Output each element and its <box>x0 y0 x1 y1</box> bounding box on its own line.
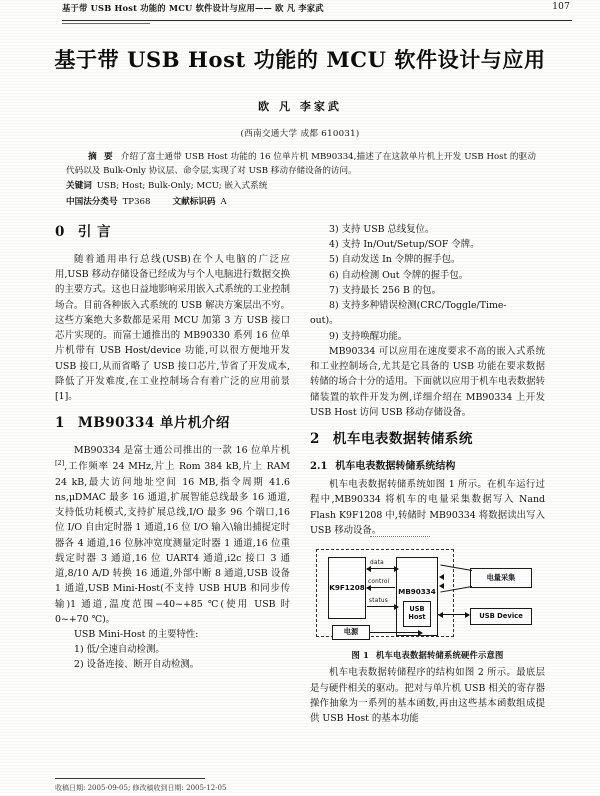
sec1-paragraph-1 <box>55 443 290 627</box>
diagram-box-usb-device: USB Device <box>470 608 532 625</box>
doc-code-value: A <box>220 196 227 207</box>
diagram-box-acquisition: 电量采集 <box>470 568 532 588</box>
classification-line <box>66 195 536 209</box>
abstract-label: 摘 要 <box>88 152 115 162</box>
diagram-arrow-data <box>367 568 395 569</box>
article-title: 基于带 USB Host 功能的 MCU 软件设计与应用 <box>54 47 546 72</box>
section-number: 0 <box>55 224 65 240</box>
sec1-p1-post: ,工作频率 24 MHz,片上 Rom 384 kB,片上 RAM 24 kB,最大访问地址空间 16 MB,指令周期 41.6 ns,μDMAC 最多 16 通道,扩展智能总线最多 16 通道,支持低功耗模式,支持扩展总线,I/O 最多 96 个端口,16 位 I/O 自由定时器 1 通道,16 位 I/O 输入\输出捕捉定时器各 4 通道,16 位脉冲宽度测量定时器 1 通道,16 位重载定时器 3 通道,16 位 UART4 通道,i2c 接口 3 通道,8/10 A/D 转换 16 通道,外部中断 8 通道,USB 设备 1 通道,USB Mini-Host(不支持 USB HUB 和同步传输)1 通道,温度范围−40~+85 ℃(使用 USB 时 0~+70 ℃)。 <box>55 461 290 625</box>
diagram-box-k9f1208: K9F1208 <box>328 557 366 619</box>
article-authors: 欧 凡 李家武 <box>258 100 342 113</box>
header-rule-accent <box>62 23 150 24</box>
abstract-text: 介绍了富士通带 USB Host 功能的 16 位单片机 MB90334,描述了在这款单片机上开发 USB Host 的驱动代码以及 Bulk-Only 协议层、命令层,实现了对 USB 移动存储设备的访问。 <box>66 152 536 177</box>
figure-1-caption <box>310 649 545 662</box>
diagram-arrowhead-acq-2 <box>439 583 444 589</box>
diagram-arrowhead-power-right <box>418 630 423 636</box>
usb-feature-8-cont: out)。 <box>310 315 339 327</box>
running-head <box>0 2 600 22</box>
section-title: MB90334 单片机介绍 <box>77 415 230 432</box>
section-title: 机车电表数据转储系统 <box>332 431 473 448</box>
diagram-arrowhead-status-right <box>394 604 399 610</box>
keywords-text: USB; Host; Bulk-Only; MCU; 嵌入式系统 <box>96 181 268 192</box>
section-heading-intro <box>55 222 290 244</box>
usb-feature-lead: USB Mini-Host 的主要特性: <box>74 629 199 640</box>
diagram-box-usb-host: USB Host <box>403 601 431 627</box>
right-column <box>310 222 545 726</box>
section-heading-2 <box>310 429 545 451</box>
header-rule <box>62 20 572 21</box>
sec2-paragraph-2: 机车电表数据转储程序的结构如图 2 所示。最底层是与硬件相关的驱动。把对与单片机 USB 相关的寄存器操作抽象为一系列的基本函数,再由这些基本函数组成提供 USB Host 的基本功能 <box>310 667 545 725</box>
article-affiliation: (西南交通大学 成都 610031) <box>240 129 360 139</box>
doc-code-label: 文献标识码 <box>172 196 216 207</box>
section-heading-1 <box>55 413 290 435</box>
diagram-arrowhead-control-left <box>366 585 371 591</box>
usb-feature-6: 6) 自动检测 Out 令牌的握手包。 <box>329 269 469 281</box>
running-head-title: 基于带 USB Host 功能的 MCU 软件设计与应用—— 欧 凡 李家武 <box>62 3 324 13</box>
classification-value: TP368 <box>122 196 151 207</box>
diagram-box-mb90334: MB90334 <box>396 557 438 636</box>
intro-paragraph: 随着通用串行总线(USB)在个人电脑的广泛应用,USB 移动存储设备已经成为与个人电脑进行数据交换的主要方式。这也日益地影响采用嵌入式系统的工业控制场合。目前各种嵌入式系统的 USB 解决方案层出不穷。这些方案绝大多数都是采用 MCU 加第 3 方 USB 接口芯片实现的。而富士通推出的 MB90330 系列 16 位单片机带有 USB Host/device 功能,可以很方便地开发 USB 接口,从而省略了 USB 接口芯片,节省了开发成本,降低了开发难度,在工业控制场合有着广泛的应用前景[1]。 <box>55 253 290 402</box>
section-title: 引 言 <box>77 224 112 240</box>
figure-top-dotted-rule <box>370 536 430 537</box>
diagram-label-data: data <box>370 560 384 567</box>
section-number: 2 <box>310 431 320 448</box>
figure-caption-text: 机车电表数据转储系统硬件示意图 <box>376 650 504 661</box>
page-number: 107 <box>552 2 570 12</box>
usb-feature-4: 4) 支持 In/Out/Setup/SOF 令牌。 <box>329 239 480 251</box>
diagram-arrowhead-usb-left <box>438 612 443 618</box>
sec1-p1-pre: MB90334 是富士通公司推出的一款 16 位单片机 <box>74 445 290 457</box>
figure-caption-number: 图 1 <box>351 650 370 661</box>
diagram-box-power: 电源 <box>332 625 370 640</box>
diagram-arrowhead-data-left <box>366 566 371 572</box>
classification-label: 中国法分类号 <box>66 196 118 207</box>
figure-1-diagram <box>310 543 545 647</box>
usb-feature-8: 8) 支持多种错误检测(CRC/Toggle/Time- <box>329 300 507 312</box>
diagram-arrow-status <box>367 606 395 607</box>
diagram-arrowhead-data-right <box>394 566 399 572</box>
sec1-p1-citation: [2] <box>55 459 65 468</box>
subsection-heading-2-1 <box>310 459 545 475</box>
diagram-arrowhead-acq-1 <box>439 574 444 580</box>
sec1-paragraph-2: MB90334 可以应用在速度要求不高的嵌入式系统和工业控制场合,尤其是它具备的 USB 功能在要求数据转储的场合十分的适用。下面就以应用于机车电表数据转储装置的软件开发为例,详细介绍在 MB90334 上开发 USB Host 访问 USB 移动存储设备。 <box>310 345 545 418</box>
usb-feature-9: 9) 支持唤醒功能。 <box>329 330 408 342</box>
footnote-rule <box>55 778 205 779</box>
subsection-number: 2.1 <box>310 460 328 472</box>
abstract-block <box>66 150 536 210</box>
sec2-paragraph-1: 机车电表数据转储系统如图 1 所示。在机车运行过程中,MB90334 将机车的电量采集数据写入 Nand Flash K9F1208 中,转储时 MB90334 将数据读出写入 USB 移动设备。 <box>310 479 545 536</box>
abstract-paragraph <box>66 150 536 178</box>
footnote-text: 收稿日期: 2005-09-05; 修改稿收到日期: 2005-12-05 <box>55 784 227 792</box>
subsection-title: 机车电表数据转储系统结构 <box>335 460 456 472</box>
diagram-label-control: control <box>368 579 390 586</box>
diagram-arrow-control <box>367 587 395 588</box>
usb-feature-2: 2) 设备连接、断开自动检测。 <box>74 659 200 671</box>
usb-feature-3: 3) 支持 USB 总线复位。 <box>329 224 435 235</box>
diagram-arrow-power <box>370 632 420 633</box>
section-number: 1 <box>55 415 65 432</box>
keywords-line <box>66 179 536 193</box>
usb-feature-5: 5) 自动发送 In 令牌的握手包。 <box>329 254 461 266</box>
diagram-label-status: status <box>369 598 389 605</box>
keywords-label: 关键词 <box>66 181 92 192</box>
usb-feature-7: 7) 支持最长 256 B 的包。 <box>329 284 441 296</box>
usb-feature-1: 1) 低/全速自动检测。 <box>74 644 165 656</box>
left-column <box>55 222 290 673</box>
diagram-arrowhead-usb-right <box>465 612 470 618</box>
